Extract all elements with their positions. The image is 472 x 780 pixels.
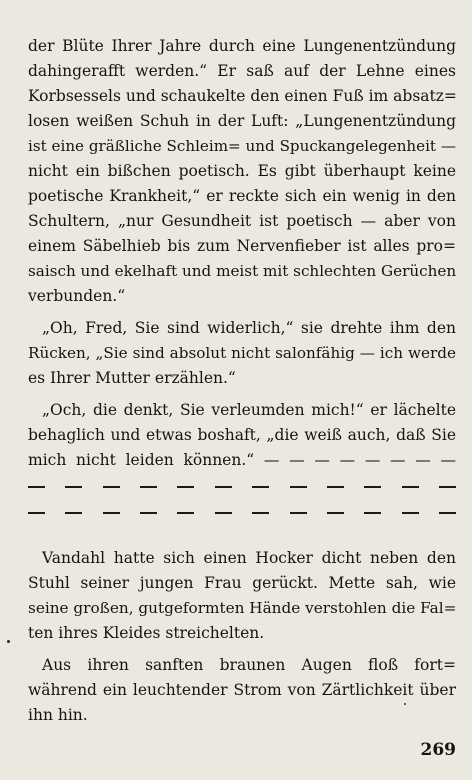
text-line: ihn hin. — [28, 706, 88, 724]
text-line: der Blüte Ihrer Jahre durch eine Lungenentzündung — [28, 37, 456, 55]
text-line: saisch und ekelhaft und meist mit schlechten Gerüchen — [28, 262, 457, 280]
text-line: es Ihrer Mutter erzählen.“ — [28, 369, 236, 387]
text-line: Rücken, „Sie sind absolut nicht salonfähig — ich werde — [28, 344, 456, 362]
text-line: ten ihres Kleides streichelten. — [28, 624, 265, 642]
ink-speck — [7, 640, 10, 643]
text-line: losen weißen Schuh in der Luft: „Lungenentzündung — [28, 112, 456, 130]
text-line: Schultern, „nur Gesundheit ist poetisch — aber von — [28, 212, 456, 230]
text-line: einem Säbelhieb bis zum Nervenfieber ist alles pro= — [28, 237, 456, 255]
dash-separator — [28, 486, 456, 488]
text-line: „Oh, Fred, Sie sind widerlich,“ sie drehte ihm den — [42, 319, 456, 337]
dash-separator — [28, 512, 456, 514]
text-line: dahingerafft werden.“ Er saß auf der Lehne eines — [28, 62, 456, 80]
text-line: verbunden.“ — [28, 287, 126, 305]
text-line: nicht ein bißchen poetisch. Es gibt überhaupt keine — [28, 162, 456, 180]
text-line: seine großen, gutgeformten Hände verstohlen die Fal= — [28, 599, 457, 617]
text-line: während ein leuchtender Strom von Zärtlichkeit über — [28, 681, 456, 699]
text-line: Aus ihren sanften braunen Augen floß fort= — [42, 656, 456, 674]
ink-speck — [404, 703, 406, 705]
text-line: Stuhl seiner jungen Frau gerückt. Mette sah, wie — [28, 574, 456, 592]
text-line: behaglich und etwas boshaft, „die weiß auch, daß Sie — [28, 426, 456, 444]
text-line: poetische Krankheit,“ er reckte sich ein wenig in den — [28, 187, 456, 205]
page-number: 269 — [420, 740, 456, 760]
text-line: Korbsessels und schaukelte den einen Fuß im absatz= — [28, 87, 457, 105]
text-line: mich nicht leiden können.“ — — — — — — — — — [28, 451, 456, 469]
text-line: Vandahl hatte sich einen Hocker dicht neben den — [42, 549, 456, 567]
text-line: „Och, die denkt, Sie verleumden mich!“ er lächelte — [42, 401, 456, 419]
text-line: ist eine gräßliche Schleim= und Spuckangelegenheit — — [28, 137, 456, 155]
